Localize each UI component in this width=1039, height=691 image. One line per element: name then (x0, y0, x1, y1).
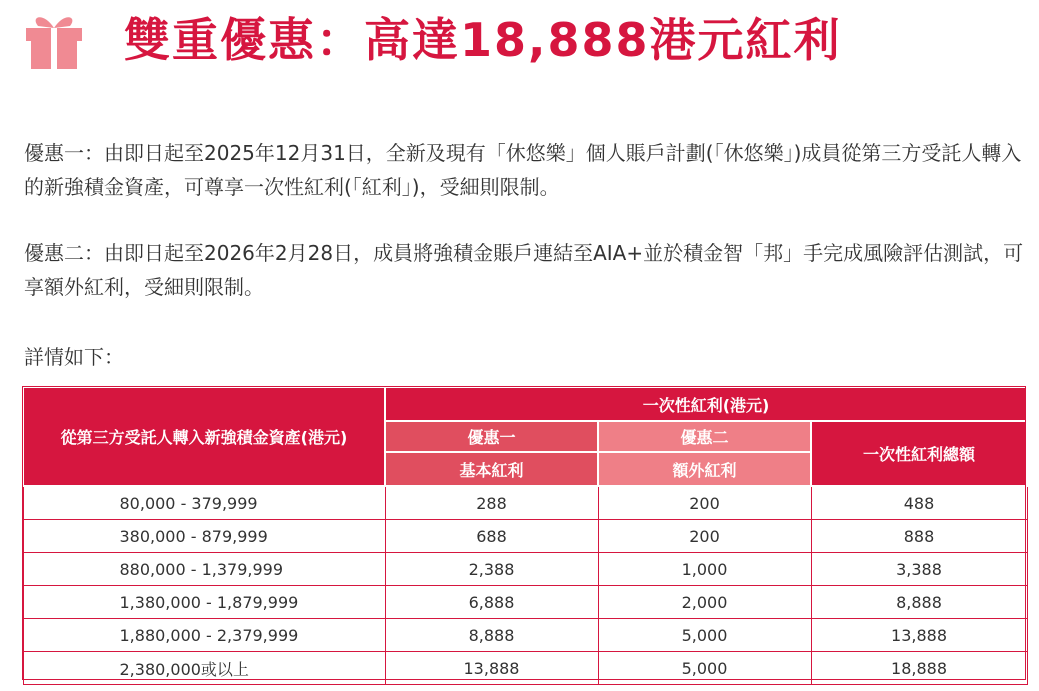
total-bonus-cell: 888 (811, 520, 1027, 553)
table-row (23, 652, 1027, 685)
page-header (22, 8, 842, 72)
header-total: 一次性紅利總額 (811, 421, 1027, 486)
basic-bonus-cell: 2,388 (385, 553, 598, 586)
basic-bonus-cell: 8,888 (385, 619, 598, 652)
details-label: 詳情如下： (24, 345, 124, 369)
offer1-description: 優惠一：由即日起至2025年12月31日，全新及現有「休悠樂」個人賬戶計劃(「休悠樂」)成員從第三方受託人轉入的新強積金資產，可尊享一次性紅利(「紅利」)，受細則限制。 (24, 141, 1022, 199)
range-cell: 2,380,000或以上 (23, 652, 385, 685)
table-row (23, 586, 1027, 619)
table-row (23, 619, 1027, 652)
page-title: 雙重優惠：高達18,888港元紅利 (124, 13, 842, 67)
basic-bonus-cell: 13,888 (385, 652, 598, 685)
header-offer1: 優惠一 (385, 421, 598, 452)
header-basic-bonus: 基本紅利 (385, 452, 598, 486)
extra-bonus-cell: 200 (598, 486, 811, 520)
total-bonus-cell: 18,888 (811, 652, 1027, 685)
extra-bonus-cell: 5,000 (598, 619, 811, 652)
offer2-description: 優惠二：由即日起至2026年2月28日，成員將強積金賬戶連結至AIA+並於積金智「邦」手完成風險評估測試，可享額外紅利，受細則限制。 (24, 241, 1024, 299)
range-cell: 1,880,000 - 2,379,999 (23, 619, 385, 652)
extra-bonus-cell: 200 (598, 520, 811, 553)
total-bonus-cell: 13,888 (811, 619, 1027, 652)
basic-bonus-cell: 288 (385, 486, 598, 520)
extra-bonus-cell: 5,000 (598, 652, 811, 685)
header-transfer-amount: 從第三方受託人轉入新強積金資產(港元) (23, 387, 385, 486)
range-cell: 380,000 - 879,999 (23, 520, 385, 553)
header-extra-bonus: 額外紅利 (598, 452, 811, 486)
total-bonus-cell: 3,388 (811, 553, 1027, 586)
range-cell: 880,000 - 1,379,999 (23, 553, 385, 586)
basic-bonus-cell: 6,888 (385, 586, 598, 619)
table-row (23, 553, 1027, 586)
header-offer2: 優惠二 (598, 421, 811, 452)
table-row (23, 520, 1027, 553)
gift-icon (22, 8, 86, 72)
bonus-table (22, 386, 1028, 685)
basic-bonus-cell: 688 (385, 520, 598, 553)
range-cell: 80,000 - 379,999 (23, 486, 385, 520)
range-cell: 1,380,000 - 1,879,999 (23, 586, 385, 619)
total-bonus-cell: 8,888 (811, 586, 1027, 619)
extra-bonus-cell: 2,000 (598, 586, 811, 619)
extra-bonus-cell: 1,000 (598, 553, 811, 586)
header-bonus-group: 一次性紅利(港元) (385, 387, 1027, 421)
table-row (23, 486, 1027, 520)
total-bonus-cell: 488 (811, 486, 1027, 520)
